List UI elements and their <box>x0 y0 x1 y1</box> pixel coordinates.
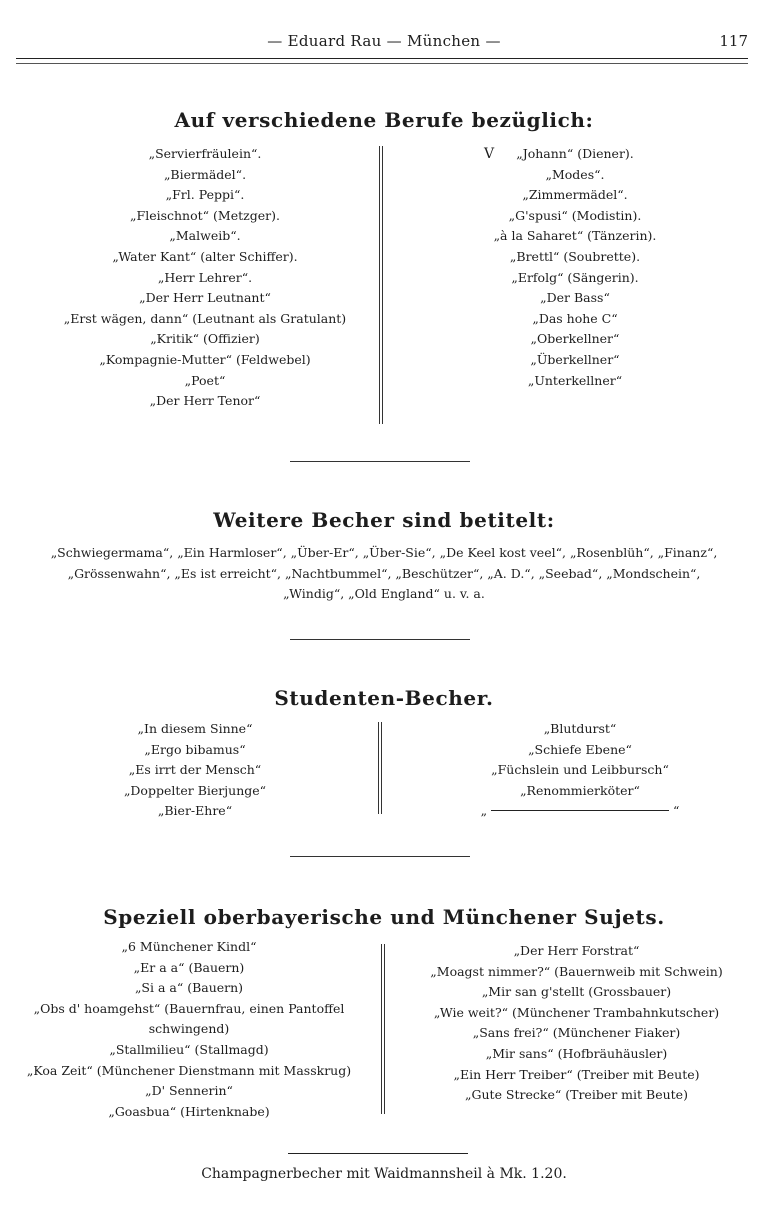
list-item: „Doppelter Bierjunge“ <box>123 782 267 798</box>
list-item: „Herr Lehrer“. <box>157 269 253 285</box>
header-rule-thin <box>16 63 748 64</box>
section-separator <box>290 639 470 640</box>
list-item: „Kritik“ (Offizier) <box>150 331 260 347</box>
list-item: „Gute Strecke“ (Treiber mit Beute) <box>465 1087 688 1103</box>
section-title-berufe: Auf verschiedene Berufe bezüglich: <box>174 108 594 132</box>
list-item: „Biermädel“. <box>163 166 247 182</box>
list-item: „G'spusi“ (Modistin). <box>508 207 642 223</box>
column-divider <box>381 944 382 1114</box>
list-item: schwingend) <box>148 1021 230 1037</box>
list-item: „Wie weit?“ (Münchener Trambahnkutscher) <box>433 1004 720 1020</box>
list-item: „Bier-Ehre“ <box>157 803 233 819</box>
page-number: 117 <box>719 32 748 50</box>
list-item: „Blutdurst“ <box>543 721 617 736</box>
list-item: „Mir sans“ (Hofbräuhäusler) <box>485 1045 668 1061</box>
list-item: „Oberkellner“ <box>530 331 620 347</box>
weitere-line: „Grössenwahn“, „Es ist erreicht“, „Nachtbummel“, „Beschützer“, „A. D.“, „Seebad“, „Mondschein“, <box>67 565 701 581</box>
list-item: „Der Herr Tenor“ <box>149 393 261 409</box>
studenten-right-list <box>450 719 710 822</box>
list-item: „Der Herr Forstrat“ <box>513 943 640 958</box>
list-item: „Ergo bibamus“ <box>144 741 246 757</box>
list-item: „Si a a“ (Bauern) <box>134 980 244 996</box>
column-divider <box>378 722 379 814</box>
section-title-weitere: Weitere Becher sind betitelt: <box>213 508 555 532</box>
studenten-right-items <box>450 719 710 801</box>
footer-price-line: Champagnerbecher mit Waidmannsheil à Mk. 1.20. <box>201 1166 567 1182</box>
blank-line <box>491 810 669 811</box>
list-item: „Füchslein und Leibbursch“ <box>491 762 669 778</box>
list-item: „Stallmilieu“ (Stallmagd) <box>109 1041 269 1057</box>
weitere-paragraph <box>14 543 754 605</box>
list-item: „In diesem Sinne“ <box>137 721 253 736</box>
list-item: „Der Bass“ <box>540 290 610 306</box>
list-item: „Mir san g'stellt (Grossbauer) <box>481 984 672 1000</box>
list-item: „D' Sennerin“ <box>145 1083 233 1099</box>
running-head: — Eduard Rau — München — <box>267 32 501 50</box>
weitere-line: „Windig“, „Old England“ u. v. a. <box>283 586 485 602</box>
list-item: „Sans frei?“ (Münchener Fiaker) <box>472 1025 681 1041</box>
list-item: „Frl. Peppi“. <box>165 187 245 203</box>
blank-entry <box>450 801 710 822</box>
list-item: „Fleischnot“ (Metzger). <box>130 207 280 223</box>
list-item: „Servierfräulein“. <box>148 146 262 161</box>
sujets-right-list <box>404 941 749 1106</box>
list-item: „Es irrt der Mensch“ <box>128 762 262 778</box>
berufe-right-list <box>420 144 730 391</box>
list-item: „Zimmermädel“. <box>522 187 628 203</box>
list-item: „Der Herr Leutnant“ <box>139 290 271 306</box>
list-item: „Modes“. <box>545 166 605 182</box>
studenten-left-list <box>80 719 310 822</box>
section-separator <box>290 856 470 857</box>
weitere-line: „Schwiegermama“, „Ein Harmloser“, „Über-Er“, „Über-Sie“, „De Keel kost veel“, „Rosenblüh“, „Finanz“, <box>50 545 718 560</box>
list-item: „Water Kant“ (alter Schiffer). <box>112 248 298 264</box>
list-item: „Brettl“ (Soubrette). <box>509 248 641 264</box>
sujets-left-list <box>14 937 364 1122</box>
list-item: „Das hohe C“ <box>532 310 618 326</box>
list-item: „Koa Zeit“ (Münchener Dienstmann mit Masskrug) <box>26 1062 352 1078</box>
list-item: „Überkellner“ <box>530 351 620 367</box>
column-divider <box>379 146 380 424</box>
list-item: „Schiefe Ebene“ <box>528 741 632 757</box>
list-item: „Poet“ <box>184 372 226 388</box>
list-item: „Kompagnie-Mutter“ (Feldwebel) <box>99 351 311 367</box>
list-item: „Er a a“ (Bauern) <box>133 959 245 975</box>
list-item: „Erst wägen, dann“ (Leutnant als Gratulant) <box>63 310 347 326</box>
list-item: „Johann“ (Diener). <box>516 146 634 161</box>
berufe-left-list <box>40 144 370 412</box>
list-item: „Unterkellner“ <box>527 372 623 388</box>
blank-open-quote: „ <box>480 803 488 819</box>
list-item: „à la Saharet“ (Tänzerin). <box>493 228 657 244</box>
list-item: „Ein Herr Treiber“ (Treiber mit Beute) <box>453 1066 700 1082</box>
section-title-sujets: Speziell oberbayerische und Münchener Sujets. <box>103 905 665 929</box>
header-rule <box>16 58 748 59</box>
list-item: „Goasbua“ (Hirtenknabe) <box>108 1103 270 1119</box>
footer-rule <box>288 1153 468 1154</box>
list-item: „Renommierköter“ <box>520 782 640 798</box>
list-item: „Moagst nimmer?“ (Bauernweib mit Schwein) <box>430 963 723 979</box>
list-item: „6 Münchener Kindl“ <box>121 939 257 954</box>
list-item: „Malweib“. <box>169 228 241 244</box>
blank-close-quote: “ <box>673 803 680 819</box>
check-mark: V <box>484 146 495 162</box>
list-item: „Obs d' hoamgehst“ (Bauernfrau, einen Pantoffel <box>33 1000 345 1016</box>
list-item: „Erfolg“ (Sängerin). <box>511 269 639 285</box>
section-title-studenten: Studenten-Becher. <box>274 686 494 710</box>
section-separator <box>290 461 470 462</box>
